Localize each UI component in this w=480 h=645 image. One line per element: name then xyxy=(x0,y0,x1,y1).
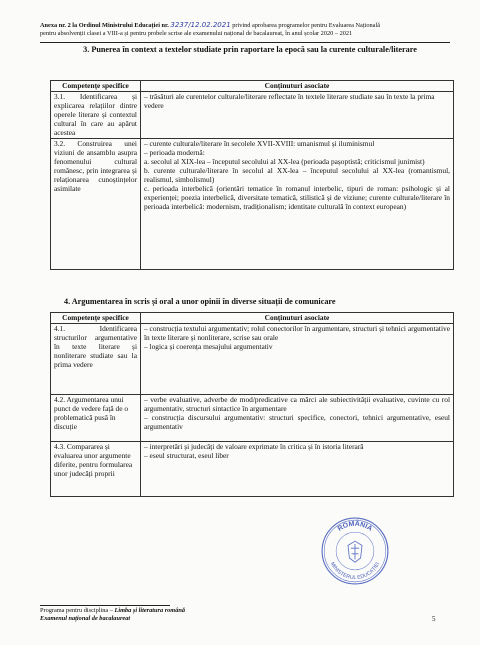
footer-divider xyxy=(40,605,170,606)
table-row xyxy=(51,394,454,441)
section-3-title: 3. Punerea în context a textelor studiate prin raportare la epocă sau la curente culturale/literare xyxy=(83,45,417,54)
content-line: – perioada modernă: xyxy=(144,148,205,158)
column-header-contents: Conținuturi asociate xyxy=(141,313,454,324)
column-header-competences: Competențe specifice xyxy=(51,81,141,92)
competence-cell: 4.1. Identificarea structurilor argumentative în texte literare și nonliterare studiate sau la prima vedere xyxy=(51,323,141,394)
content-line: – eseul structurat, eseul liber xyxy=(144,450,229,460)
content-line: – interpretări și judecăți de valoare exprimate în critica și în istoria literară xyxy=(144,441,364,451)
handwritten-order-number: 3237/12.02.2021 xyxy=(170,21,231,29)
section-4-table xyxy=(50,312,454,497)
footer-exam: Examenul național de bacalaureat xyxy=(40,615,131,622)
footer-subject: Limba și literatura română xyxy=(114,607,186,614)
section-3-table xyxy=(50,80,454,270)
content-line: a. secolul al XIX-lea – începutul secolului al XX-lea (perioada pașoptistă; criticismul junimist) xyxy=(144,157,425,167)
competence-cell: 4.3. Compararea și evaluarea unor argumente diferite, pentru formularea unor judecăți proprii xyxy=(51,441,141,496)
content-line: – construcția textului argumentativ; rolul conectorilor în argumentare, structuri și tehnici argumentative în texte literare și nonliterare, scrise sau orale xyxy=(144,323,450,342)
content-line: – logica și coerența mesajului argumentativ xyxy=(144,341,273,351)
table-header-row xyxy=(51,313,454,324)
header-divider xyxy=(40,42,450,43)
contents-cell xyxy=(141,394,454,441)
header-line2: pentru absolvenții clasei a VIII-a și pentru probele scrise ale examenului național de bacalaureat, în anul școlar 2020 – 2021 xyxy=(40,29,353,37)
seal-text-top: ROMÂNIA xyxy=(336,520,374,533)
page-footer xyxy=(40,607,440,623)
section-4-title: 4. Argumentarea în scris și oral a unor opinii în diverse situații de comunicare xyxy=(64,297,336,306)
contents-cell xyxy=(141,139,454,270)
content-line: c. perioada interbelică (orientări tematice în romanul interbelic, tipuri de roman: psihologic și al experienței; poezia interbelică, diversitate tematică, stilistică și de viziune; curente culturale/literare în perioada interbelică: modernism, tradiționalism; identitate culturală în context european) xyxy=(144,183,450,211)
competence-cell: 3.2. Construirea unei viziuni de ansamblu asupra fenomenului cultural românesc, prin integrarea și relaționarea cunoștințelor asimilate xyxy=(51,139,141,270)
table-row xyxy=(51,323,454,394)
column-header-competences: Competențe specifice xyxy=(51,313,141,324)
table-row xyxy=(51,441,454,496)
table-row xyxy=(51,139,454,270)
content-line: – trăsături ale curentelor culturale/literare reflectate în textele literare studiate sau în texte la prima vedere xyxy=(144,91,435,110)
footer-program: Programa pentru disciplina – xyxy=(40,607,113,614)
table-row xyxy=(51,91,454,139)
content-line: – construcția discursului argumentativ: structuri specifice, conectori, tehnici argumentative, eseul argumentativ xyxy=(144,412,450,431)
coat-of-arms-icon xyxy=(348,541,362,562)
content-line: – curente culturale/literare în secolele XVII-XVIII: umanismul și iluminismul xyxy=(144,139,375,149)
seal-text-bottom: MINISTERUL EDUCAȚIEI xyxy=(328,561,382,582)
competence-cell: 4.2. Argumentarea unui punct de vedere față de o problematică pusă în discuție xyxy=(51,394,141,441)
contents-cell xyxy=(141,91,454,139)
table-header-row xyxy=(51,81,454,92)
page-number: 5 xyxy=(432,615,436,623)
header-suffix: privind aprobarea programelor pentru Evaluarea Națională xyxy=(232,22,380,29)
contents-cell xyxy=(141,441,454,496)
header-prefix: Anexa nr. 2 la Ordinul Ministrului Educației nr. xyxy=(40,22,169,29)
column-header-contents: Conținuturi asociate xyxy=(141,81,454,92)
contents-cell xyxy=(141,323,454,394)
content-line: b. curente culturale/literare în secolul al XX-lea – începutul secolului al XX-lea (romantismul, realismul, simbolismul) xyxy=(144,166,450,185)
competence-cell: 3.1. Identificarea și explicarea relațiilor dintre operele literare și contextul cultural în care au apărut acestea xyxy=(51,91,141,139)
page-header xyxy=(40,22,450,37)
content-line: – verbe evaluative, adverbe de mod/predicative ca mărci ale subiectivității evaluative, cuvinte cu rol argumentativ, structuri sintactice în argumentare xyxy=(144,394,450,413)
ministry-seal-stamp xyxy=(320,516,390,586)
